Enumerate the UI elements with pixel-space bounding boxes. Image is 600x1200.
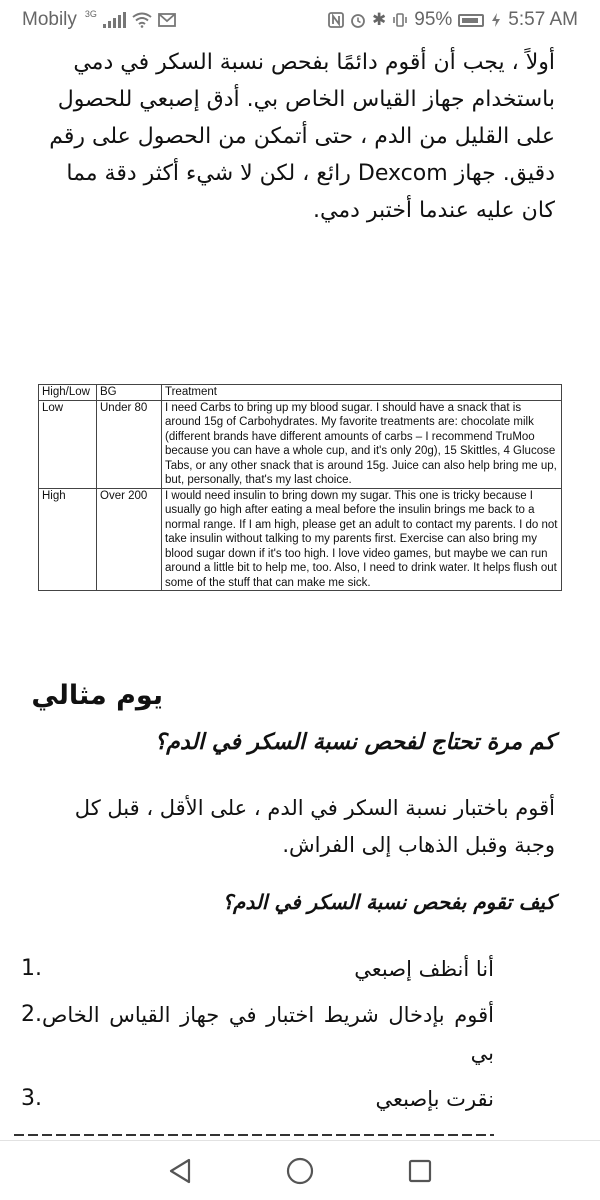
table-header-row xyxy=(39,385,562,401)
battery-icon xyxy=(458,14,484,27)
row-level: High xyxy=(39,488,97,591)
home-icon xyxy=(285,1156,315,1186)
header-high-low: High/Low xyxy=(39,385,97,401)
list-item xyxy=(14,996,494,1072)
step-number: 2. xyxy=(21,1002,42,1027)
header-bg: BG xyxy=(97,385,162,401)
back-icon xyxy=(167,1157,193,1185)
row-treatment: I would need insulin to bring down my sugar. This one is tricky because I usually go high after eating a meal before the insulin brings me back to a normal range. If I am high, please get an adult to contact my parents. I do not take insulin without talking to my parents first. Exercise can also bring my blood sugar down if it's too high. I love video games, but maybe we can run around a little bit to help me, too. Also, I need to drink water. It helps flush out some of the stuff that can make me sick. xyxy=(162,488,562,591)
clipped-next-line xyxy=(14,1128,494,1138)
row-bg: Under 80 xyxy=(97,400,162,488)
home-button[interactable] xyxy=(278,1149,322,1193)
answer-check-frequency: أقوم باختبار نسبة السكر في الدم ، على الأقل ، قبل كل وجبة وقبل الذهاب إلى الفراش. xyxy=(74,796,555,857)
row-level: Low xyxy=(39,400,97,488)
recents-button[interactable] xyxy=(398,1149,442,1193)
battery-percent: 95% xyxy=(414,9,453,30)
email-icon xyxy=(158,13,176,27)
navigation-bar xyxy=(0,1140,600,1200)
intro-paragraph: أولاً ، يجب أن أقوم دائمًا بفحص نسبة السكر في دمي باستخدام جهاز القياس الخاص بي. أدق إصبعي للحصول على القليل من الدم ، حتى أتمكن من الحصول على رقم دقيق. جهاز Dexcom رائع ، لكن لا شيء أكثر دقة مما كان عليه عندما أختبر دمي. xyxy=(49,50,555,223)
charging-icon xyxy=(490,12,502,28)
vibrate-icon xyxy=(392,12,408,28)
step-number: 1. xyxy=(21,956,42,981)
treatment-table xyxy=(38,384,562,591)
status-right xyxy=(328,9,578,31)
signal-icon xyxy=(103,12,126,28)
step-number: 3. xyxy=(21,1086,42,1111)
bg-treatment-table xyxy=(38,384,562,591)
carrier-name: Mobily xyxy=(22,9,77,30)
bluetooth-icon: ✱ xyxy=(372,10,387,29)
document-content[interactable] xyxy=(0,40,600,1140)
clock: 5:57 AM xyxy=(508,9,578,30)
step-text: أنا أنظف إصبعي xyxy=(354,957,494,981)
step-text: أقوم بإدخال شريط اختبار في جهاز القياس الخاص بي xyxy=(42,1003,494,1065)
table-row xyxy=(39,488,562,591)
question-check-frequency: كم مرة تحتاج لفحص نسبة السكر في الدم؟ xyxy=(154,730,555,755)
section-title: يوم مثالي xyxy=(31,680,163,711)
list-item xyxy=(14,950,494,988)
recents-icon xyxy=(407,1158,433,1184)
header-treatment: Treatment xyxy=(162,385,562,401)
status-bar xyxy=(0,0,600,40)
row-treatment: I need Carbs to bring up my blood sugar. I should have a snack that is around 15g of Carbohydrates. My favorite treatments are: chocolate milk (different brands have different amounts of carbs – I recommend TruMoo because you can have a whole cup, and it's only 20g), 15 Skittles, 4 Glucose Tabs, or any other snack that is around 15g. Juice can also help bring me up, but, personally, that's my last choice. xyxy=(162,400,562,488)
question-how-to-check: كيف تقوم بفحص نسبة السكر في الدم؟ xyxy=(222,890,555,914)
wifi-icon xyxy=(132,12,152,28)
list-item xyxy=(14,1080,494,1118)
row-bg: Over 200 xyxy=(97,488,162,591)
status-left xyxy=(22,9,176,31)
table-row xyxy=(39,400,562,488)
network-type: 3G xyxy=(84,9,97,19)
alarm-icon xyxy=(350,12,366,28)
steps-list xyxy=(14,950,494,1126)
nfc-icon xyxy=(328,12,344,28)
step-text: نقرت بإصبعي xyxy=(375,1087,494,1111)
back-button[interactable] xyxy=(158,1149,202,1193)
